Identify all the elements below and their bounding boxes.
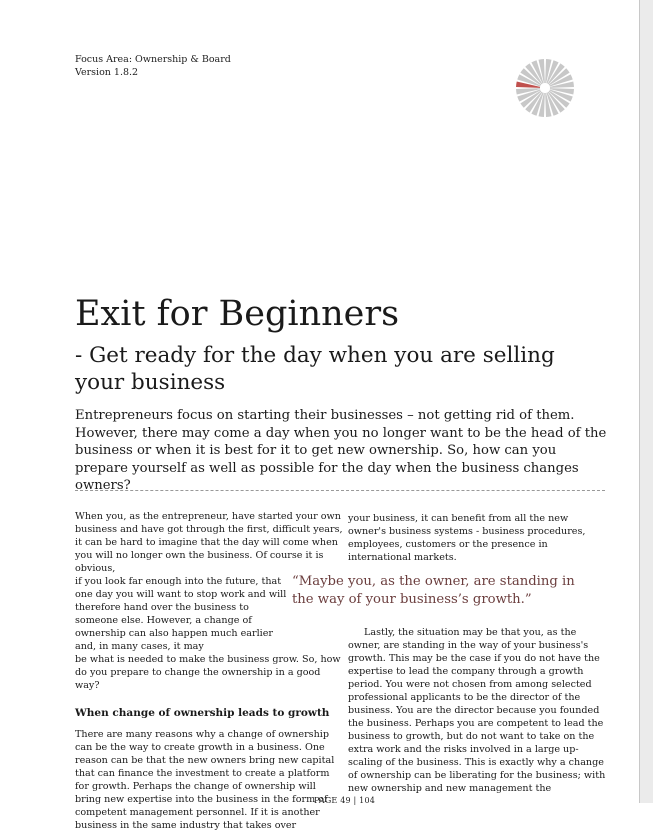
section-subheading: When change of ownership leads to growth [75,707,330,719]
pull-quote: “Maybe you, as the owner, are standing in the way of your business’s growth.” [292,574,575,607]
right-column-top [348,512,593,564]
article-subtitle: - Get ready for the day when you are selling your business [75,343,555,395]
focus-area-label: Focus Area: Ownership & Board [75,54,231,65]
version-label: Version 1.8.2 [75,67,139,78]
page-edge [640,0,653,803]
progress-wheel-icon [515,58,575,118]
paragraph-owner-in-the-way: Lastly, the situation may be that you, as the owner, are standing in the way of your business's growth. This may be the case if you do not have the expertise to lead the company through a growth period. You were not chosen from among selected professional applicants to be the director of the business. You are the director because you founded the business. Perhaps you are competent to lead the business to growth, but do not want to take on the extra work and the risks involved in a large up-scaling of the business. This is exactly why a change of ownership can be liberating for the business; with new ownership and new management the [348,627,606,794]
paragraph-growth-reasons: There are many reasons why a change of ownership can be the way to create growth in a business. One reason can be that the new owners bring new capital that can finance the investment to create a platform for growth. Perhaps the change of ownership will bring new expertise into the business in the form of competent management personnel. If it is another business in the same industry that takes over [75,729,335,831]
left-column [75,510,343,832]
section-divider [75,490,605,491]
page-number: PAGE 49 | 104 [314,796,376,805]
document-header [75,53,231,79]
right-column-bottom [348,626,608,795]
paragraph-opening-end: be what is needed to make the business grow. So, how do you prepare to change the ownership in a good way? [75,654,341,691]
paragraph-opening: When you, as the entrepreneur, have started your own business and have got through the first, difficult years, it can be hard to imagine that the day will come when you will no longer own the business. Of course it is obvious, [75,511,343,574]
wheel-hub [540,83,550,93]
paragraph-opening-wrap: if you look far enough into the future, that one day you will want to stop work and will therefore hand over the business to someone else. However, a change of ownership can also happen much earlier and, in many cases, it may [75,576,287,652]
article-intro: Entrepreneurs focus on starting their businesses – not getting rid of them. However, there may come a day when you no longer want to be the head of the business or when it is best for it to get new ownership. So, how can you prepare yourself as well as possible for the day when the business changes owners? [75,408,607,494]
paragraph-continued: your business, it can benefit from all the new owner's business systems - business procedures, employees, customers or the presence in international markets. [348,513,586,563]
article-title: Exit for Beginners [75,294,400,334]
